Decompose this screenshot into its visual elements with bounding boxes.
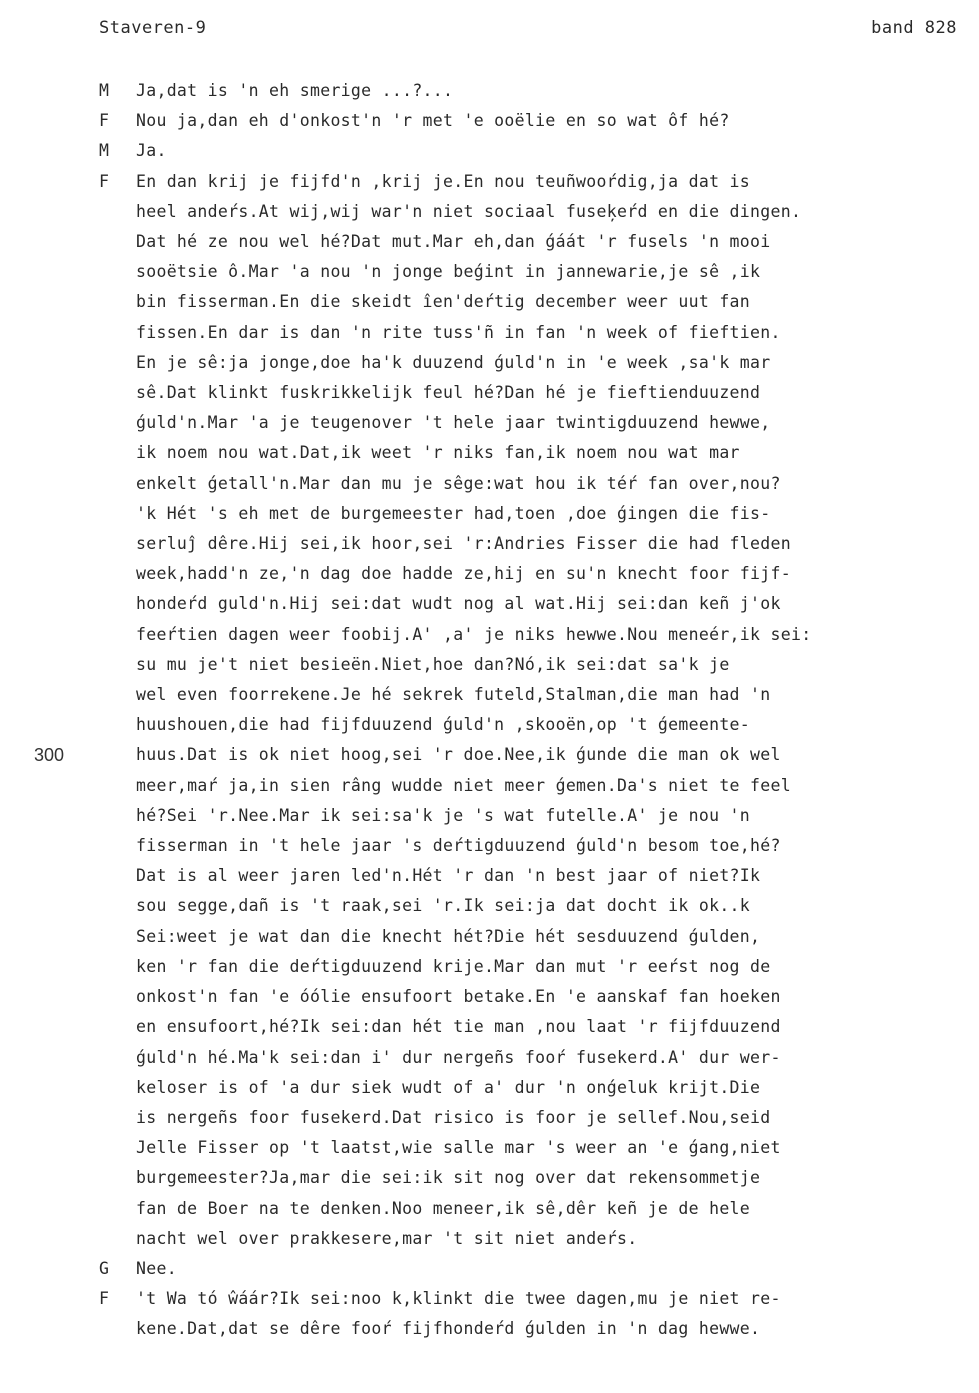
text-line: onkost'n fan 'e óólie ensufoort betake.En 'e aanskaf fan hoeken	[136, 987, 781, 1007]
margin-line-number: 300	[34, 745, 65, 765]
speaker-turn	[99, 76, 959, 106]
text-line: keloser is of 'a dur siek wudt of a' dur 'n onǵeluk krijt.Die	[136, 1077, 761, 1097]
text-line: enkelt ǵetall'n.Mar dan mu je sêge:wat hou ik téŕ fan over,nou?	[136, 473, 781, 493]
text-line: fissen.En dar is dan 'n rite tuss'ñ in fan 'n week of fieftien.	[136, 322, 781, 342]
text-line: fan de Boer na te denken.Noo meneer,ik sê,dêr keñ je de hele	[136, 1198, 751, 1218]
utterance	[136, 167, 959, 1254]
speaker-label: F	[99, 1289, 110, 1309]
text-line: wel even foorrekene.Je hé sekrek futeld,Stalman,die man had 'n	[136, 685, 771, 705]
text-line: fisserman in 't hele jaar 's deŕtigduuzend ǵuld'n besom toe,hé?	[136, 836, 781, 856]
text-line: is nergeñs foor fusekerd.Dat risico is foor je sellef.Nou,seid	[136, 1107, 771, 1127]
text-line: Ja.	[136, 141, 167, 161]
text-line: En dan krij je fijfd'n ,krij je.En nou teuñwooŕdig,ja dat is	[136, 171, 751, 191]
text-line: huushouen,die had fijfduuzend ǵuld'n ,skooën,op 't ǵemeente-	[136, 715, 751, 735]
speaker-label: F	[99, 171, 110, 191]
speaker-turn	[99, 1284, 959, 1344]
text-line: Sei:weet je wat dan die knecht hét?Die hét sesduuzend ǵulden,	[136, 926, 761, 946]
text-line: serluĵ dêre.Hij sei,ik hoor,sei 'r:Andries Fisser die had fleden	[136, 534, 791, 554]
text-line: sê.Dat klinkt fuskrikkelijk feul hé?Dan hé je fieftienduuzend	[136, 383, 761, 403]
text-line: Dat is al weer jaren led'n.Hét 'r dan 'n best jaar of niet?Ik	[136, 866, 761, 886]
text-line: Dat hé ze nou wel hé?Dat mut.Mar eh,dan ǵáát 'r fusels 'n mooi	[136, 232, 771, 252]
text-line: sooëtsie ô.Mar 'a nou 'n jonge beǵint in jannewarie,je sê ,ik	[136, 262, 761, 282]
text-line: Jelle Fisser op 't laatst,wie salle mar 's weer an 'e ǵang,niet	[136, 1138, 781, 1158]
speaker-label: M	[99, 81, 110, 100]
text-line: Nou ja,dan eh d'onkost'n 'r met 'e ooëlie en so wat ôf hé?	[136, 111, 730, 131]
text-line: ken 'r fan die deŕtigduuzend krije.Mar dan mut 'r eeŕst nog de	[136, 956, 771, 976]
text-line: hé?Sei 'r.Nee.Mar ik sei:sa'k je 's wat futelle.A' je nou 'n	[136, 805, 751, 825]
utterance	[136, 1284, 959, 1344]
text-line: su mu je't niet besieën.Niet,hoe dan?Nó,ik sei:dat sa'k je	[136, 654, 730, 674]
speaker-label: M	[99, 141, 110, 161]
speaker-turn	[99, 167, 959, 1254]
text-line: meer,maŕ ja,in sien râng wudde niet meer ǵemen.Da's niet te feel	[136, 775, 791, 795]
text-line: ik noem nou wat.Dat,ik weet 'r niks fan,ik noem nou wat mar	[136, 443, 740, 463]
text-line: En je sê:ja jonge,doe ha'k duuzend ǵuld'n in 'e week ,sa'k mar	[136, 352, 771, 372]
utterance	[136, 136, 959, 166]
text-line: Ja,dat is 'n eh smerige ...?...	[136, 81, 454, 100]
text-line: feeŕtien dagen weer foobij.A' ,a' je niks hewwe.Nou meneér,ik sei:	[136, 624, 812, 644]
text-line: burgemeester?Ja,mar die sei:ik sit nog over dat rekensommetje	[136, 1168, 761, 1188]
document-header-title: Staveren-9	[99, 18, 207, 38]
text-line: en ensufoort,hé?Ik sei:dan hét tie man ,nou laat 'r fijfduuzend	[136, 1017, 781, 1037]
band-number: band 828	[871, 18, 957, 38]
text-line: hondeŕd guld'n.Hij sei:dat wudt nog al wat.Hij sei:dan keñ j'ok	[136, 594, 781, 614]
text-line: kene.Dat,dat se dêre fooŕ fijfhondeŕd ǵulden in 'n dag hewwe.	[136, 1319, 761, 1339]
speaker-turn	[99, 136, 959, 166]
speaker-turn	[99, 106, 959, 136]
text-line: nacht wel over prakkesere,mar 't sit niet andeŕs.	[136, 1228, 638, 1248]
utterance	[136, 1254, 959, 1284]
text-line: ǵuld'n.Mar 'a je teugenover 't hele jaar twintigduuzend hewwe,	[136, 413, 771, 433]
text-line: bin fisserman.En die skeidt îen'deŕtig december weer uut fan	[136, 292, 751, 312]
text-line: week,hadd'n ze,'n dag doe hadde ze,hij en su'n knecht foor fijf-	[136, 564, 791, 584]
text-line: 'k Hét 's eh met de burgemeester had,toen ,doe ǵingen die fis-	[136, 503, 771, 523]
text-line: Nee.	[136, 1258, 177, 1278]
text-line: sou segge,dañ is 't raak,sei 'r.Ik sei:ja dat docht ik ok..k	[136, 896, 751, 916]
utterance	[136, 76, 959, 106]
text-line: huus.Dat is ok niet hoog,sei 'r doe.Nee,ik ǵunde die man ok wel	[136, 745, 781, 765]
speaker-turn	[99, 1254, 959, 1284]
text-line: heel andeŕs.At wij,wij war'n niet sociaal fuseķeŕd en die dingen.	[136, 201, 802, 221]
transcript-body	[99, 76, 959, 1345]
text-line: ǵuld'n hé.Ma'k sei:dan i' dur nergeñs fooŕ fusekerd.A' dur wer-	[136, 1047, 781, 1067]
utterance	[136, 106, 959, 136]
text-line: 't Wa tó ŵáár?Ik sei:noo k,klinkt die twee dagen,mu je niet re-	[136, 1289, 781, 1309]
speaker-label: G	[99, 1258, 110, 1278]
speaker-label: F	[99, 111, 110, 131]
